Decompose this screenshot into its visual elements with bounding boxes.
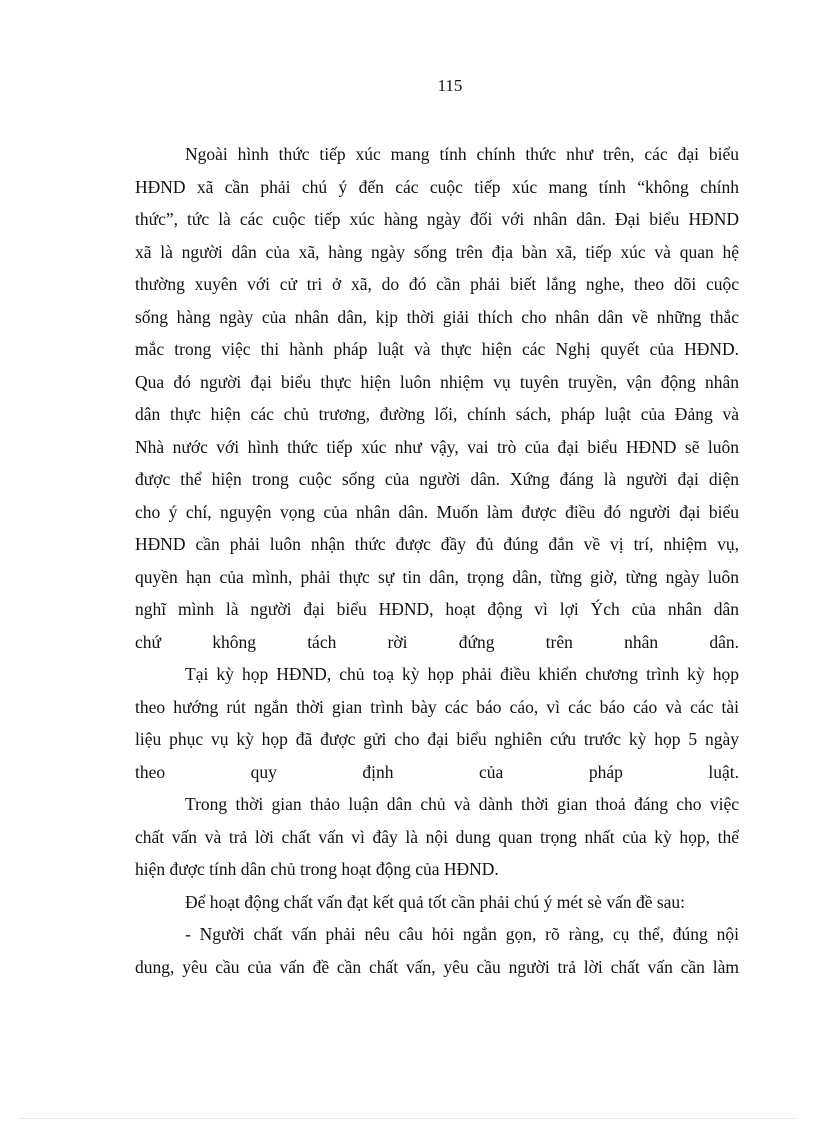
text-line: xã là người dân của xã, hàng ngày sống trên địa bàn xã, tiếp xúc và quan hệ [135, 241, 739, 262]
document-body [135, 138, 739, 983]
text-line: nghĩ mình là người đại biểu HĐND, hoạt động vì lợi Ých của nhân dân [135, 599, 739, 619]
text-line: được thể hiện trong cuộc sống của người dân. Xứng đáng là người đại diện [135, 469, 739, 489]
text-line: liệu phục vụ kỳ họp đã được gửi cho đại biểu nghiên cứu trước kỳ họp 5 ngày [135, 729, 739, 749]
text-line: Trong thời gian thảo luận dân chủ và dành thời gian thoả đáng cho việc [185, 794, 739, 814]
text-line: chứ không tách rời đứng trên nhân dân. [135, 631, 739, 652]
text-line: - Người chất vấn phải nêu câu hỏi ngắn gọn, rõ ràng, cụ thể, đúng nội [185, 924, 739, 944]
text-line: Để hoạt động chất vấn đạt kết quả tốt cần phải chú ý mét sè vấn đề sau: [185, 891, 686, 912]
text-line: HĐND xã cần phải chú ý đến các cuộc tiếp xúc mang tính “không chính [135, 176, 739, 197]
text-line: hiện được tính dân chủ trong hoạt động của HĐND. [135, 859, 499, 879]
text-line: cho ý chí, nguyện vọng của nhân dân. Muốn làm được điều đó người đại biểu [135, 501, 739, 522]
text-line: Ngoài hình thức tiếp xúc mang tính chính thức như trên, các đại biểu [185, 144, 739, 164]
text-line: dung, yêu cầu của vấn đề cần chất vấn, yêu cầu người trả lời chất vấn cần làm [135, 956, 739, 977]
text-line: thức”, tức là các cuộc tiếp xúc hàng ngày đối với nhân dân. Đại biểu HĐND [135, 209, 739, 229]
text-line: Tại kỳ họp HĐND, chủ toạ kỳ họp phải điều khiển chương trình kỳ họp [185, 664, 739, 684]
text-line: sống hàng ngày của nhân dân, kịp thời giải thích cho nhân dân về những thắc [135, 306, 739, 327]
page-bottom-divider [20, 1118, 796, 1119]
text-line: theo hướng rút ngắn thời gian trình bày các báo cáo, vì các báo cáo và các tài [135, 696, 739, 717]
text-line: dân thực hiện các chủ trương, đường lối, chính sách, pháp luật của Đảng và [135, 404, 739, 424]
text-line: mắc trong việc thi hành pháp luật và thực hiện các Nghị quyết của HĐND. [135, 339, 739, 359]
text-line: theo quy định của pháp luật. [135, 761, 739, 782]
text-line: Nhà nước với hình thức tiếp xúc như vậy, vai trò của đại biểu HĐND sẽ luôn [135, 436, 739, 457]
text-line: thường xuyên với cử tri ở xã, do đó cần phải biết lắng nghe, theo dõi cuộc [135, 274, 739, 294]
page-number: 115 [437, 76, 463, 95]
text-line: Qua đó người đại biểu thực hiện luôn nhiệm vụ tuyên truyền, vận động nhân [135, 371, 739, 392]
text-line: HĐND cần phải luôn nhận thức được đầy đủ đúng đắn về vị trí, nhiệm vụ, [135, 534, 739, 554]
text-line: quyền hạn của mình, phải thực sự tin dân, trọng dân, từng giờ, từng ngày luôn [135, 566, 739, 587]
text-line: chất vấn và trả lời chất vấn vì đây là nội dung quan trọng nhất của kỳ họp, thể [135, 826, 739, 847]
